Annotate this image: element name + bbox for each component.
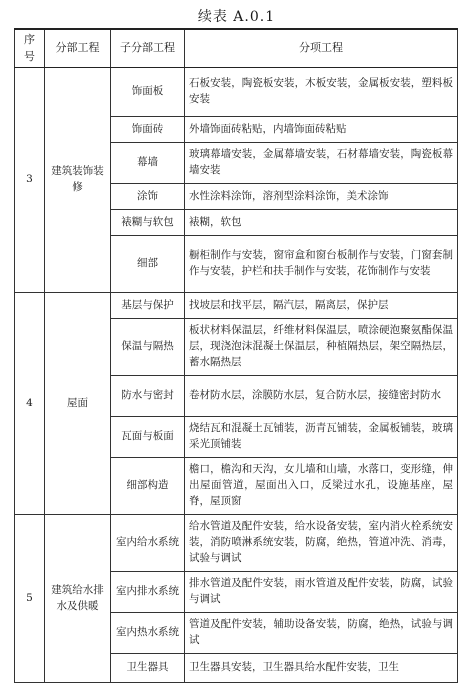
row-subdivision: 细部 xyxy=(111,236,185,293)
row-items: 外墙饰面砖粘贴，内墙饰面砖粘贴 xyxy=(185,117,458,143)
row-items: 排水管道及配件安装，雨水管道及配件安装，防腐，试验与调试 xyxy=(185,572,458,613)
row-subdivision: 裱糊与软包 xyxy=(111,210,185,236)
row-division: 屋面 xyxy=(45,293,111,515)
row-subdivision: 涂饰 xyxy=(111,184,185,210)
row-seq: 5 xyxy=(15,515,45,683)
header-division: 分部工程 xyxy=(45,29,111,68)
row-items: 卫生器具安装，卫生器具给水配件安装，卫生 xyxy=(185,654,458,683)
row-items: 找坡层和找平层，隔汽层，隔离层，保护层 xyxy=(185,293,458,319)
row-subdivision: 室内热水系统 xyxy=(111,613,185,654)
row-seq: 4 xyxy=(15,293,45,515)
row-subdivision: 饰面砖 xyxy=(111,117,185,143)
row-subdivision: 室内排水系统 xyxy=(111,572,185,613)
row-items: 橱柜制作与安装，窗帘盒和窗台板制作与安装，门窗套制作与安装，护栏和扶手制作与安装，花饰制作与安装 xyxy=(185,236,458,293)
row-subdivision: 室内给水系统 xyxy=(111,515,185,572)
row-seq: 3 xyxy=(15,68,45,293)
row-items: 裱糊，软包 xyxy=(185,210,458,236)
table-row xyxy=(15,68,458,117)
row-items: 烧结瓦和混凝土瓦铺装，沥青瓦铺装，金属板铺装，玻璃采光顶铺装 xyxy=(185,417,458,458)
row-division: 建筑给水排水及供暖 xyxy=(45,515,111,683)
table-row xyxy=(15,293,458,319)
row-items: 板状材料保温层，纤维材料保温层，喷涂硬泡聚氨酯保温层，现浇泡沫混凝土保温层，种植隔热层，架空隔热层，蓄水隔热层 xyxy=(185,319,458,376)
header-items: 分项工程 xyxy=(185,29,458,68)
row-subdivision: 防水与密封 xyxy=(111,376,185,417)
row-division: 建筑装饰装修 xyxy=(45,68,111,293)
row-subdivision: 细部构造 xyxy=(111,458,185,515)
row-items: 石板安装，陶瓷板安装，木板安装，金属板安装，塑料板安装 xyxy=(185,68,458,117)
table-caption: 续表 A.0.1 xyxy=(197,9,276,25)
row-items: 玻璃幕墙安装，金属幕墙安装，石材幕墙安装，陶瓷板幕墙安装 xyxy=(185,143,458,184)
row-subdivision: 卫生器具 xyxy=(111,654,185,683)
table-row xyxy=(15,515,458,572)
row-subdivision: 幕墙 xyxy=(111,143,185,184)
row-items: 檐口，檐沟和天沟，女儿墙和山墙，水落口，变形缝，伸出屋面管道，屋面出入口，反梁过水孔，设施基座，屋脊，屋顶窗 xyxy=(185,458,458,515)
row-items: 卷材防水层，涂膜防水层，复合防水层，接缝密封防水 xyxy=(185,376,458,417)
table-header-row xyxy=(15,29,458,68)
row-items: 水性涂料涂饰，溶剂型涂料涂饰，美术涂饰 xyxy=(185,184,458,210)
row-subdivision: 饰面板 xyxy=(111,68,185,117)
header-seq: 序号 xyxy=(15,29,45,68)
row-subdivision: 保温与隔热 xyxy=(111,319,185,376)
division-table xyxy=(14,28,458,683)
row-subdivision: 基层与保护 xyxy=(111,293,185,319)
row-items: 管道及配件安装，辅助设备安装，防腐，绝热，试验与调试 xyxy=(185,613,458,654)
row-items: 给水管道及配件安装，给水设备安装，室内消火栓系统安装，消防喷淋系统安装，防腐，绝热，管道冲洗、消毒，试验与调试 xyxy=(185,515,458,572)
row-subdivision: 瓦面与板面 xyxy=(111,417,185,458)
header-subdivision: 子分部工程 xyxy=(111,29,185,68)
